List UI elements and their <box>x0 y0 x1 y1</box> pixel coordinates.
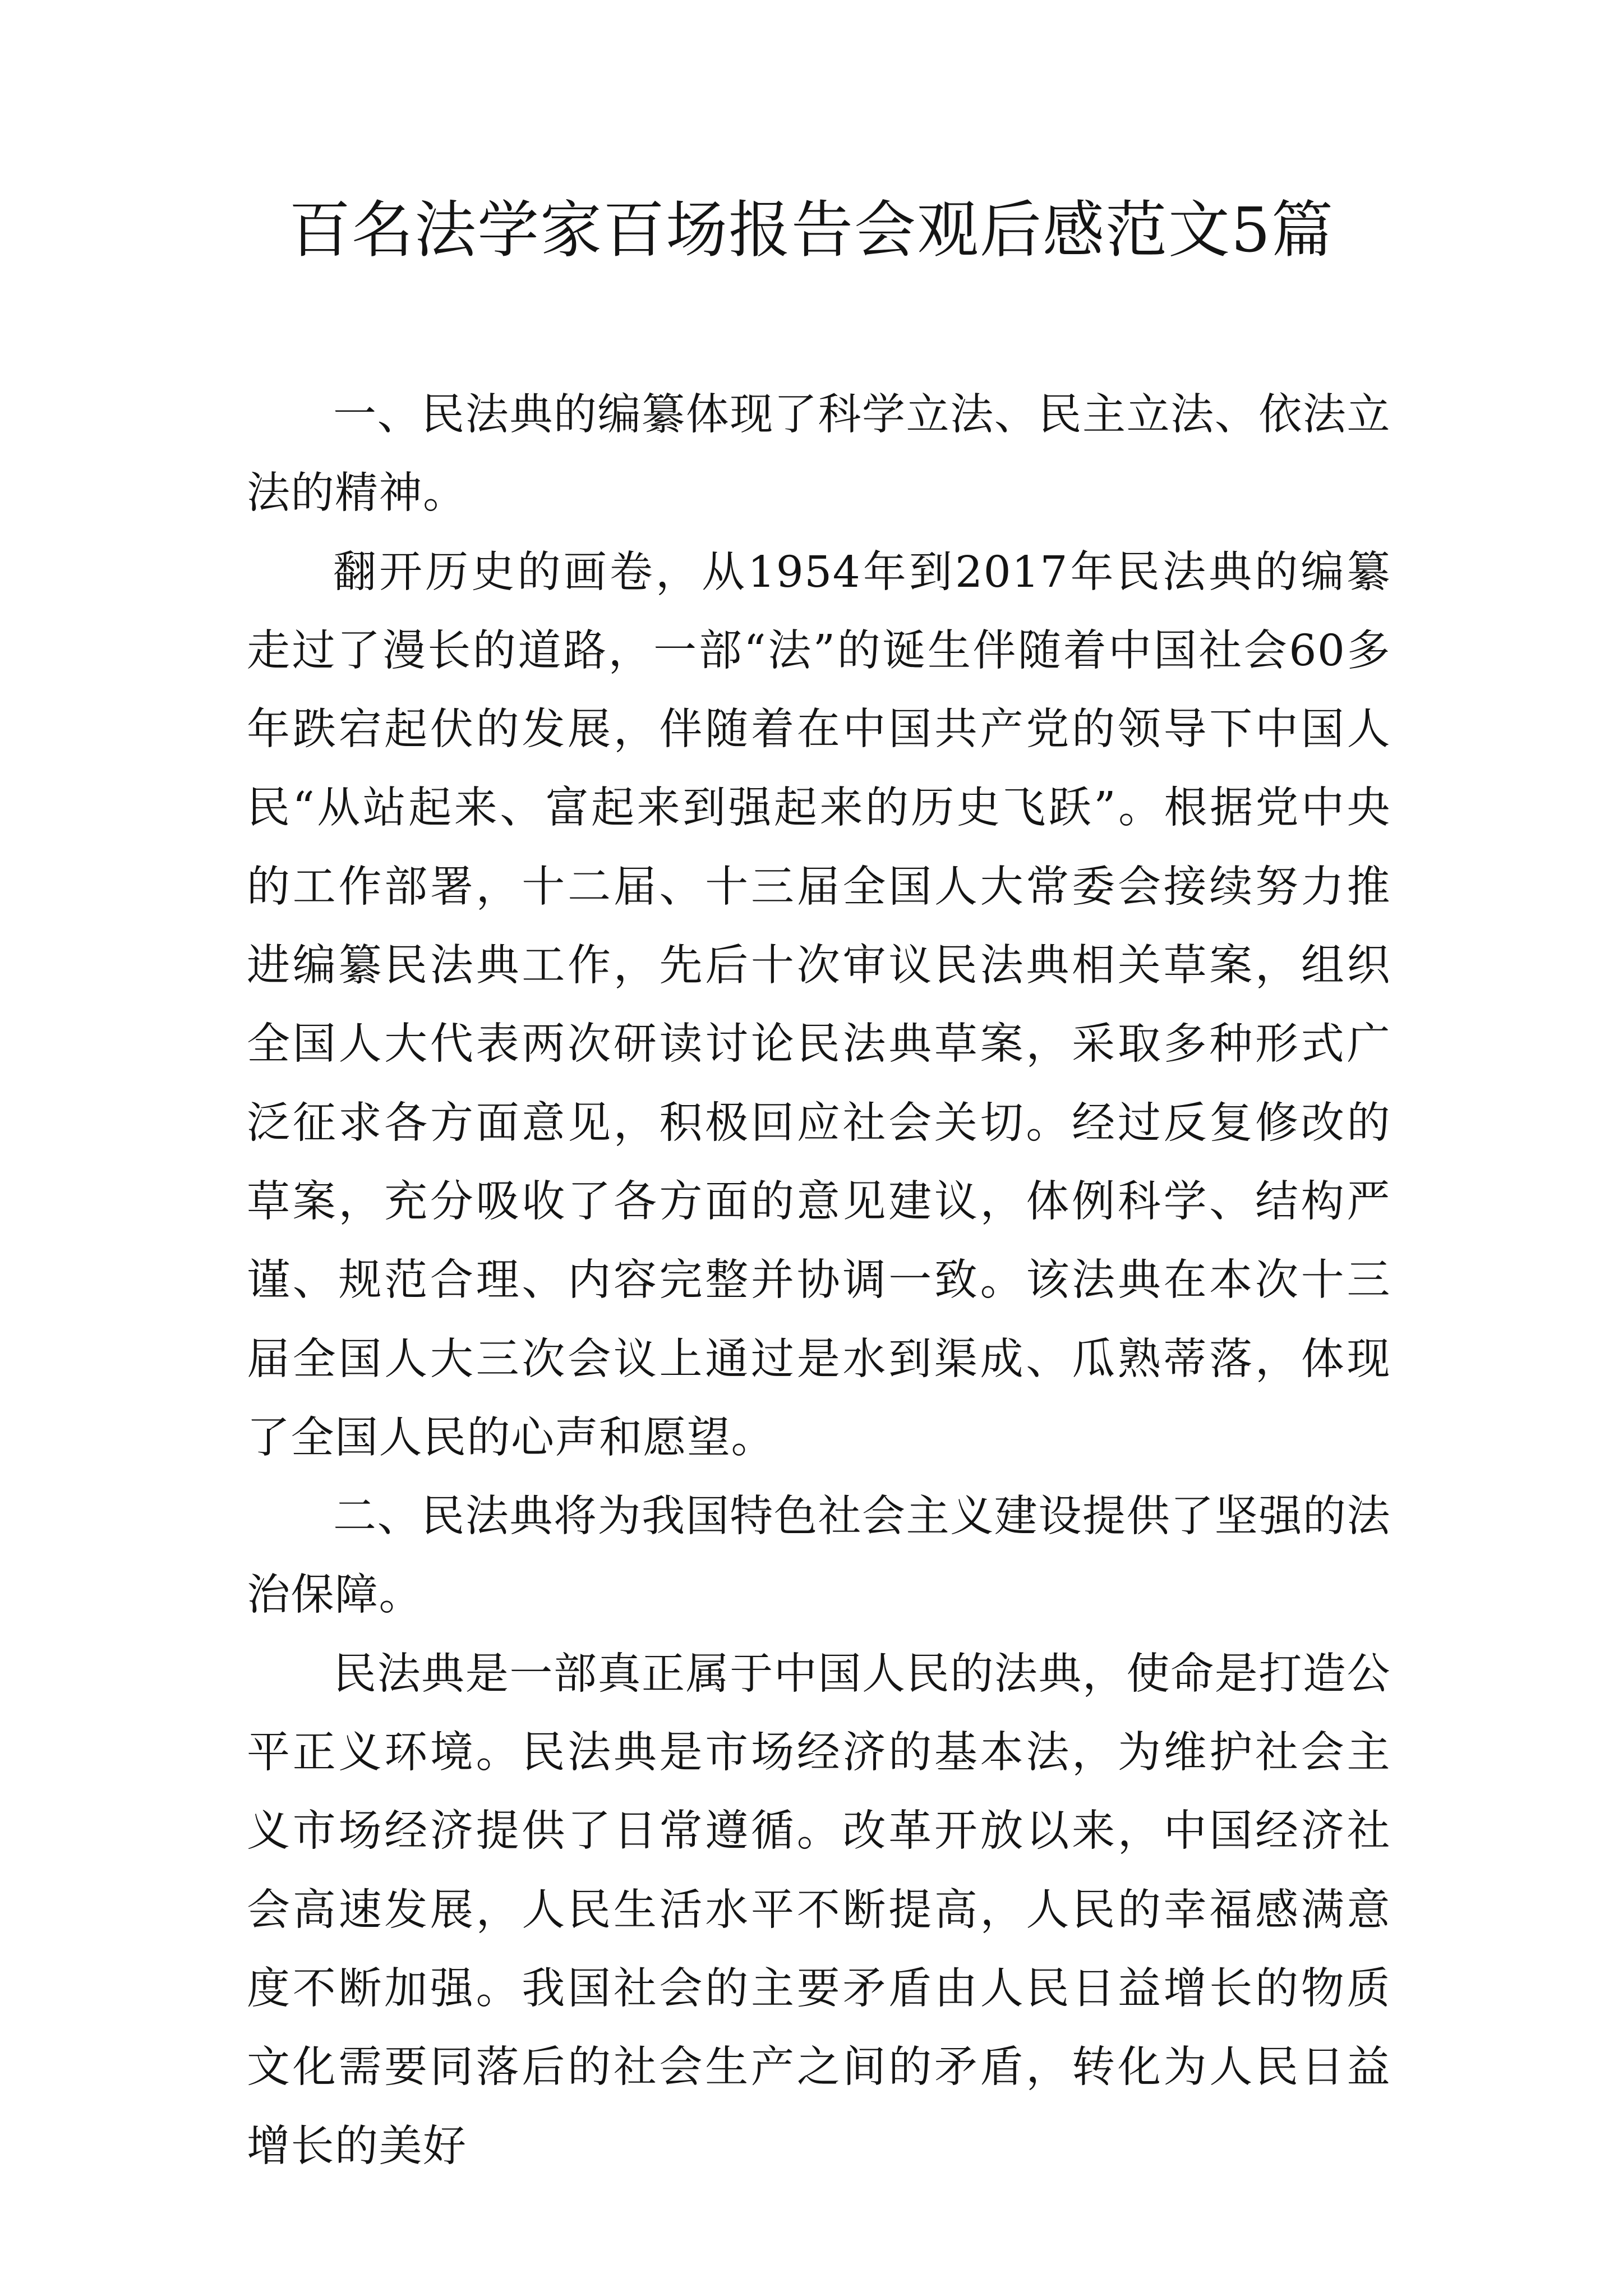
paragraph: 民法典是一部真正属于中国人民的法典，使命是打造公平正义环境。民法典是市场经济的基本法，为维护社会主义市场经济提供了日常遵循。改革开放以来，中国经济社会高速发展，人民生活水平不断提高，人民的幸福感满意度不断加强。我国社会的主要矛盾由人民日益增长的物质文化需要同落后的社会生产之间的矛盾，转化为人民日益增长的美好 <box>247 1649 1391 2171</box>
document-body <box>247 376 1391 2186</box>
paragraph: 翻开历史的画卷，从1954年到2017年民法典的编纂走过了漫长的道路，一部“法”的诞生伴随着中国社会60多年跌宕起伏的发展，伴随着在中国共产党的领导下中国人民“从站起来、富起来到强起来的历史飞跃”。根据党中央的工作部署，十二届、十三届全国人大常委会接续努力推进编纂民法典工作，先后十次审议民法典相关草案，组织全国人大代表两次研读讨论民法典草案，采取多种形式广泛征求各方面意见，积极回应社会关切。经过反复修改的草案，充分吸收了各方面的意见建议，体例科学、结构严谨、规范合理、内容完整并协调一致。该法典在本次十三届全国人大三次会议上通过是水到渠成、瓜熟蒂落，体现了全国人民的心声和愿望。 <box>247 547 1391 1463</box>
paragraph-heading-2: 二、民法典将为我国特色社会主义建设提供了坚强的法治保障。 <box>247 1492 1391 1621</box>
paragraph-heading-1: 一、民法典的编纂体现了科学立法、民主立法、依法立法的精神。 <box>247 390 1391 519</box>
document-title: 百名法学家百场报告会观后感范文5篇 <box>289 194 1334 266</box>
